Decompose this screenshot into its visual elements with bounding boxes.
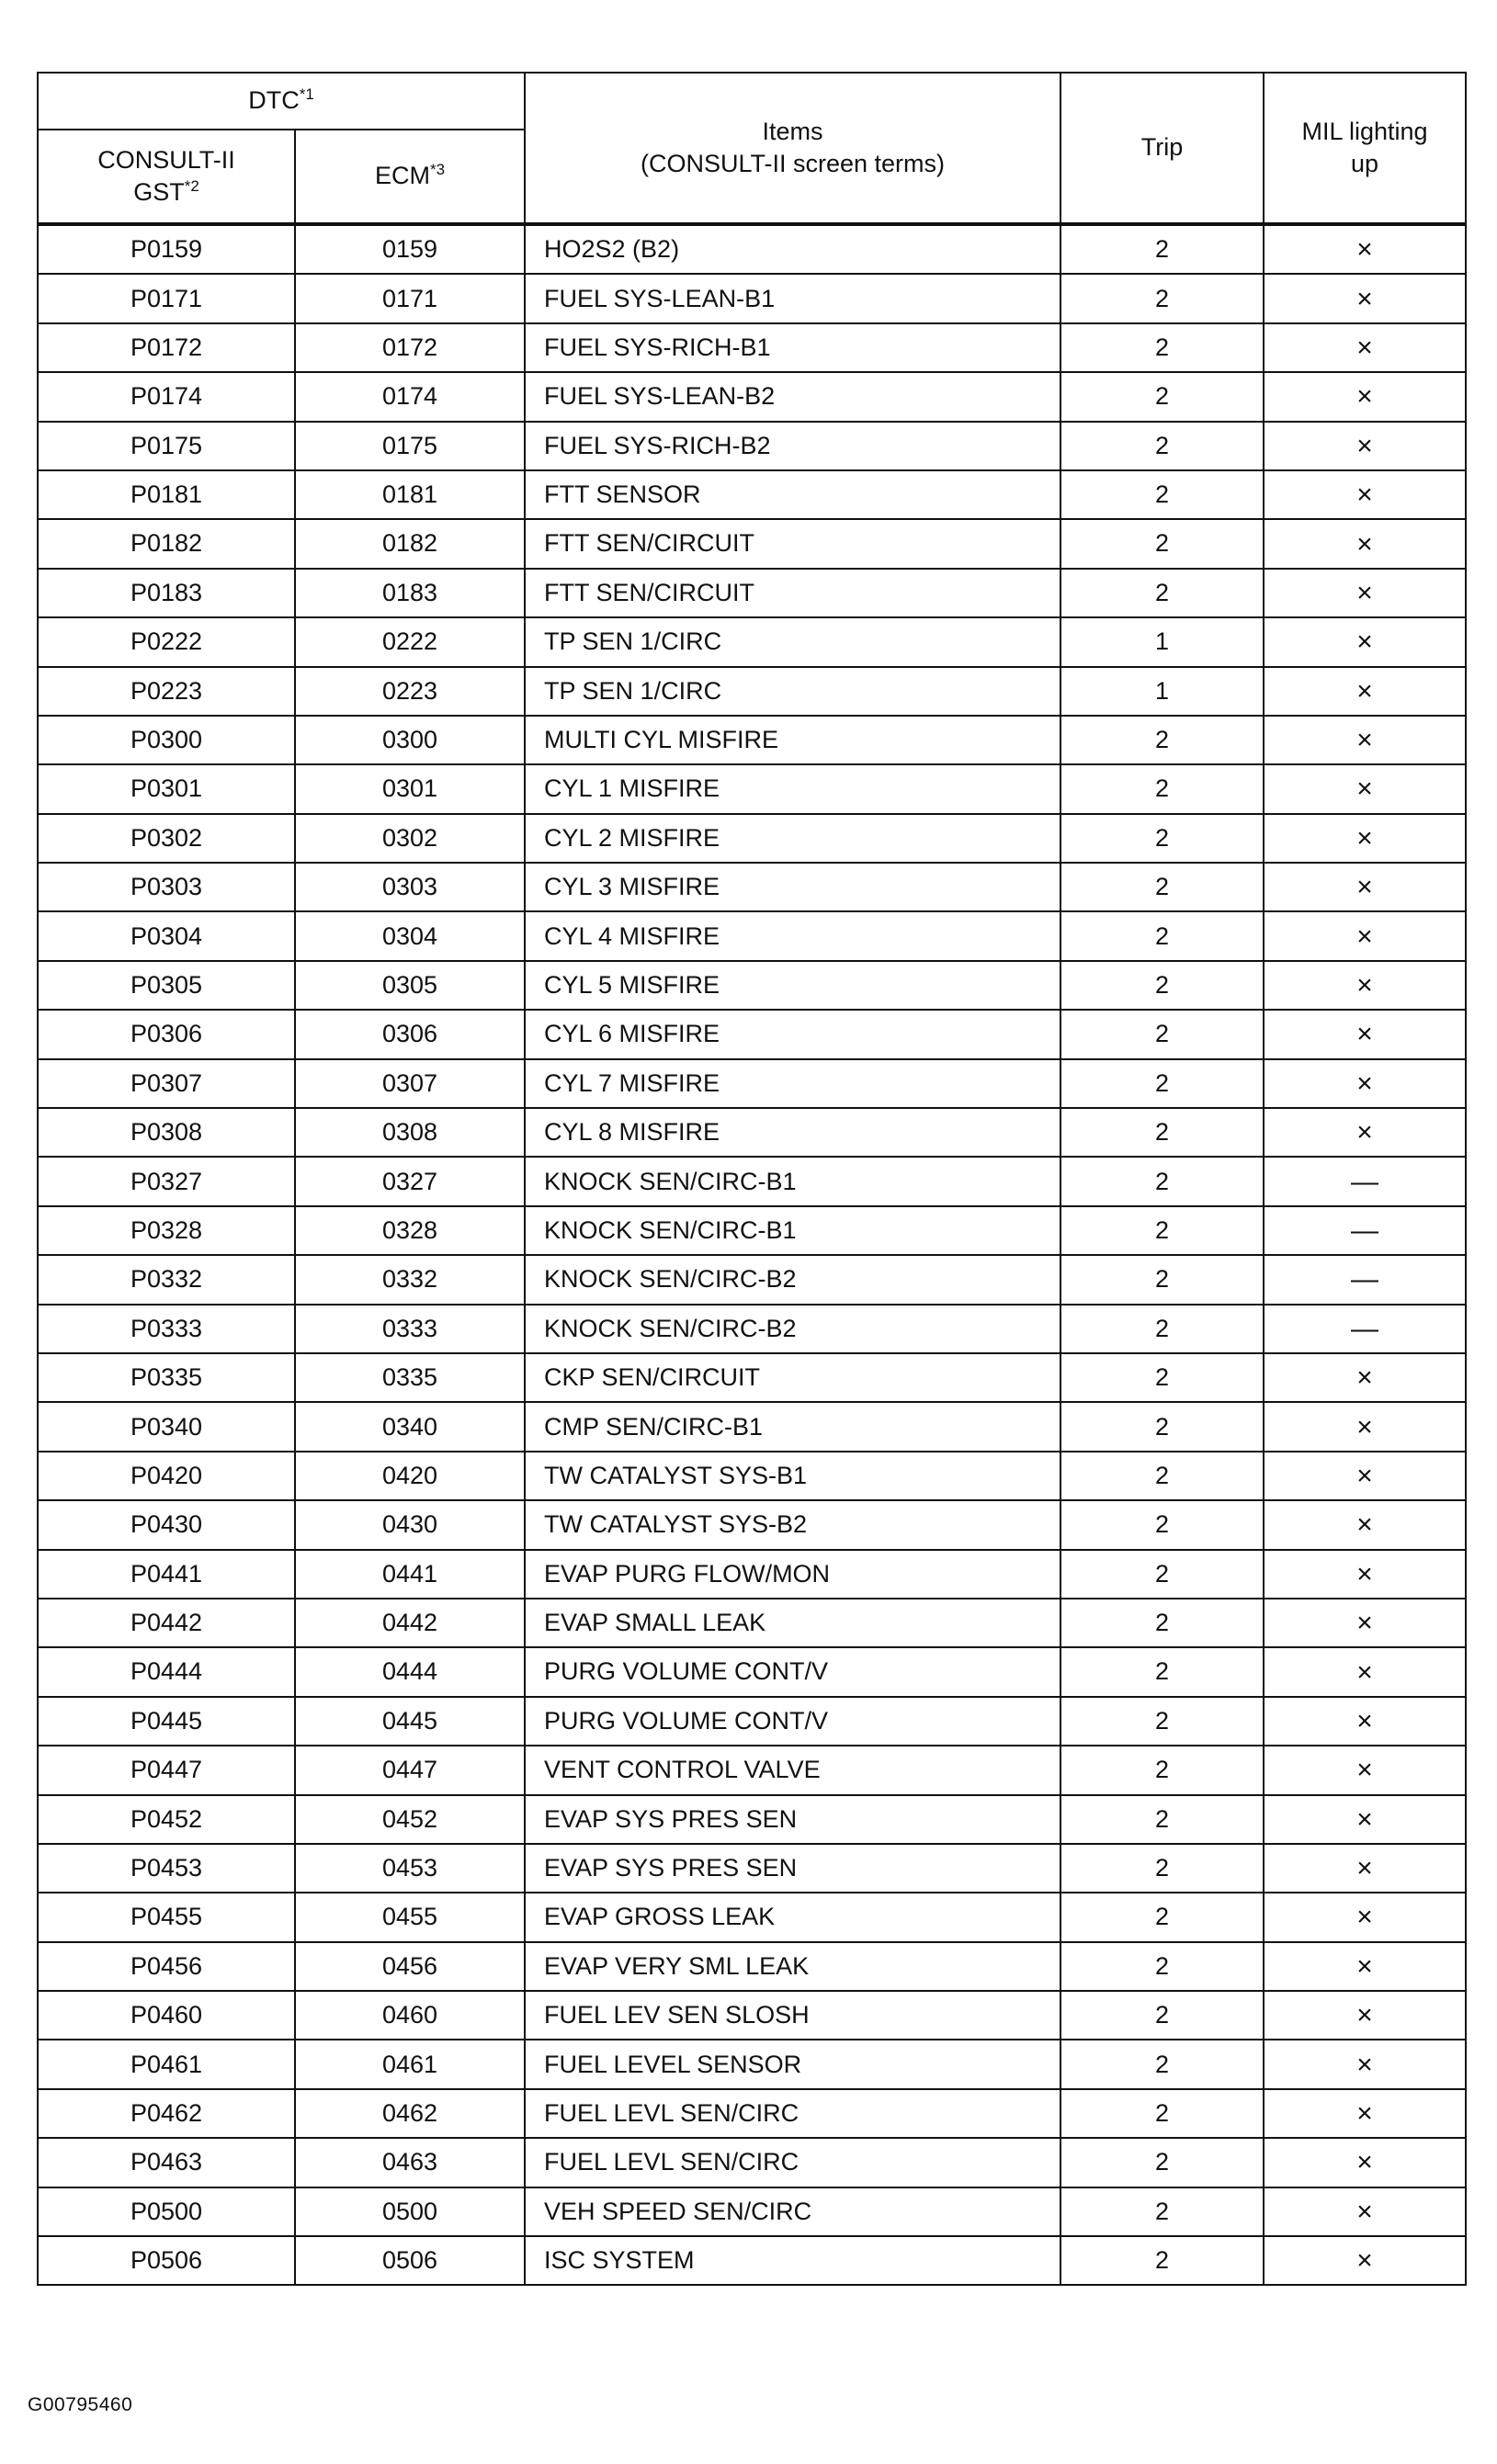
trip-cell: 2 (1060, 1746, 1264, 1794)
ecm-header-footnote: *3 (429, 161, 446, 179)
ecm-code-cell: 0463 (295, 2138, 525, 2187)
item-cell: CYL 8 MISFIRE (525, 1108, 1060, 1157)
trip-cell: 2 (1060, 1500, 1264, 1549)
trip-cell: 2 (1060, 1059, 1264, 1108)
mil-cell: × (1264, 716, 1466, 764)
ecm-code-cell: 0300 (295, 716, 525, 764)
ecm-code-cell: 0445 (295, 1697, 525, 1746)
item-cell: CYL 5 MISFIRE (525, 961, 1060, 1010)
ecm-code-cell: 0444 (295, 1647, 525, 1696)
mil-cell: — (1264, 1255, 1466, 1304)
item-cell: CYL 6 MISFIRE (525, 1010, 1060, 1058)
consult-code-cell: P0174 (38, 372, 295, 421)
mil-cell: — (1264, 1305, 1466, 1353)
consult-code-cell: P0460 (38, 1991, 295, 2040)
item-cell: FUEL SYS-RICH-B1 (525, 323, 1060, 372)
item-cell: EVAP PURG FLOW/MON (525, 1550, 1060, 1599)
mil-cell: × (1264, 1942, 1466, 1991)
item-cell: CYL 1 MISFIRE (525, 764, 1060, 813)
item-cell: CKP SEN/CIRCUIT (525, 1353, 1060, 1402)
mil-cell: × (1264, 863, 1466, 911)
mil-cell: × (1264, 470, 1466, 519)
table-row (38, 617, 1466, 666)
table-row (38, 470, 1466, 519)
trip-cell: 2 (1060, 1157, 1264, 1205)
trip-cell: 2 (1060, 1991, 1264, 2040)
mil-header (1264, 73, 1466, 224)
trip-cell: 2 (1060, 1452, 1264, 1500)
consult-code-cell: P0222 (38, 617, 295, 666)
mil-cell: × (1264, 1452, 1466, 1500)
item-cell: FTT SEN/CIRCUIT (525, 519, 1060, 568)
dtc-table (37, 72, 1467, 2286)
dtc-header-footnote: *1 (299, 85, 314, 104)
table-row (38, 2040, 1466, 2088)
table-row (38, 274, 1466, 322)
ecm-code-cell: 0302 (295, 814, 525, 863)
trip-cell: 2 (1060, 569, 1264, 617)
trip-cell: 2 (1060, 1844, 1264, 1893)
trip-cell: 2 (1060, 1206, 1264, 1255)
ecm-code-cell: 0222 (295, 617, 525, 666)
mil-cell: × (1264, 323, 1466, 372)
table-row (38, 1157, 1466, 1205)
trip-cell: 2 (1060, 1697, 1264, 1746)
items-header-line1: Items (762, 117, 823, 145)
ecm-code-cell: 0174 (295, 372, 525, 421)
table-row (38, 519, 1466, 568)
mil-cell: × (1264, 1599, 1466, 1647)
trip-cell: 2 (1060, 2187, 1264, 2236)
table-row (38, 1550, 1466, 1599)
trip-cell: 2 (1060, 1353, 1264, 1402)
mil-cell: × (1264, 224, 1466, 274)
mil-cell: × (1264, 2187, 1466, 2236)
table-row (38, 569, 1466, 617)
mil-cell: × (1264, 1991, 1466, 2040)
consult-code-cell: P0335 (38, 1353, 295, 1402)
item-cell: MULTI CYL MISFIRE (525, 716, 1060, 764)
table-row (38, 814, 1466, 863)
item-cell: KNOCK SEN/CIRC-B1 (525, 1157, 1060, 1205)
mil-cell: × (1264, 1010, 1466, 1058)
consult-code-cell: P0308 (38, 1108, 295, 1157)
item-cell: CMP SEN/CIRC-B1 (525, 1402, 1060, 1451)
table-row (38, 1402, 1466, 1451)
trip-cell: 2 (1060, 2040, 1264, 2088)
trip-cell: 2 (1060, 1402, 1264, 1451)
consult-code-cell: P0175 (38, 422, 295, 470)
table-row (38, 2089, 1466, 2138)
ecm-code-cell: 0305 (295, 961, 525, 1010)
ecm-code-cell: 0303 (295, 863, 525, 911)
mil-cell: × (1264, 2138, 1466, 2187)
consult-code-cell: P0300 (38, 716, 295, 764)
table-row (38, 2187, 1466, 2236)
consult-code-cell: P0455 (38, 1893, 295, 1941)
item-cell: EVAP SMALL LEAK (525, 1599, 1060, 1647)
consult-code-cell: P0463 (38, 2138, 295, 2187)
table-row (38, 667, 1466, 716)
mil-cell: × (1264, 1697, 1466, 1746)
mil-cell: × (1264, 569, 1466, 617)
table-row (38, 2138, 1466, 2187)
item-cell: PURG VOLUME CONT/V (525, 1697, 1060, 1746)
items-header (525, 73, 1060, 224)
item-cell: FUEL SYS-RICH-B2 (525, 422, 1060, 470)
consult-code-cell: P0171 (38, 274, 295, 322)
item-cell: KNOCK SEN/CIRC-B2 (525, 1255, 1060, 1304)
ecm-header-label: ECM (374, 162, 430, 190)
consult-code-cell: P0327 (38, 1157, 295, 1205)
ecm-code-cell: 0452 (295, 1795, 525, 1844)
table-row (38, 1795, 1466, 1844)
consult-header-line2 (39, 176, 294, 209)
item-cell: FUEL LEVEL SENSOR (525, 2040, 1060, 2088)
trip-cell: 2 (1060, 716, 1264, 764)
mil-cell: × (1264, 274, 1466, 322)
table-row (38, 961, 1466, 1010)
consult-code-cell: P0442 (38, 1599, 295, 1647)
mil-cell: × (1264, 2089, 1466, 2138)
ecm-code-cell: 0500 (295, 2187, 525, 2236)
trip-cell: 2 (1060, 863, 1264, 911)
consult-code-cell: P0340 (38, 1402, 295, 1451)
trip-cell: 2 (1060, 1255, 1264, 1304)
item-cell: CYL 4 MISFIRE (525, 911, 1060, 960)
ecm-code-cell: 0442 (295, 1599, 525, 1647)
mil-header-line1: MIL lighting (1301, 117, 1428, 145)
items-header-line2: (CONSULT-II screen terms) (640, 150, 946, 177)
mil-cell: × (1264, 519, 1466, 568)
consult-code-cell: P0172 (38, 323, 295, 372)
table-row (38, 1108, 1466, 1157)
ecm-code-cell: 0172 (295, 323, 525, 372)
consult-code-cell: P0430 (38, 1500, 295, 1549)
table-row (38, 1746, 1466, 1794)
consult-code-cell: P0333 (38, 1305, 295, 1353)
trip-cell: 1 (1060, 667, 1264, 716)
ecm-code-cell: 0335 (295, 1353, 525, 1402)
mil-cell: × (1264, 617, 1466, 666)
mil-cell: × (1264, 1795, 1466, 1844)
table-row (38, 1206, 1466, 1255)
ecm-code-cell: 0332 (295, 1255, 525, 1304)
mil-cell: × (1264, 422, 1466, 470)
ecm-code-cell: 0327 (295, 1157, 525, 1205)
mil-cell: × (1264, 961, 1466, 1010)
item-cell: ISC SYSTEM (525, 2236, 1060, 2285)
mil-header-line2: up (1350, 150, 1379, 177)
consult-header-line1: CONSULT-II (97, 145, 235, 174)
table-row (38, 323, 1466, 372)
mil-cell: × (1264, 1353, 1466, 1402)
item-cell: EVAP GROSS LEAK (525, 1893, 1060, 1941)
consult-code-cell: P0223 (38, 667, 295, 716)
mil-cell: × (1264, 372, 1466, 421)
consult-code-cell: P0305 (38, 961, 295, 1010)
item-cell: TP SEN 1/CIRC (525, 617, 1060, 666)
consult-code-cell: P0452 (38, 1795, 295, 1844)
item-cell: CYL 7 MISFIRE (525, 1059, 1060, 1108)
ecm-code-cell: 0453 (295, 1844, 525, 1893)
consult-code-cell: P0304 (38, 911, 295, 960)
ecm-code-cell: 0175 (295, 422, 525, 470)
trip-cell: 2 (1060, 323, 1264, 372)
trip-cell: 2 (1060, 422, 1264, 470)
table-row (38, 863, 1466, 911)
ecm-code-cell: 0333 (295, 1305, 525, 1353)
consult-code-cell: P0301 (38, 764, 295, 813)
consult-code-cell: P0444 (38, 1647, 295, 1696)
mil-cell: × (1264, 1059, 1466, 1108)
ecm-code-cell: 0441 (295, 1550, 525, 1599)
trip-cell: 2 (1060, 764, 1264, 813)
gst-label: GST (133, 178, 185, 206)
trip-cell: 2 (1060, 1550, 1264, 1599)
ecm-code-cell: 0456 (295, 1942, 525, 1991)
trip-cell: 1 (1060, 617, 1264, 666)
table-row (38, 1452, 1466, 1500)
mil-cell: × (1264, 1893, 1466, 1941)
figure-id: G00795460 (28, 2394, 133, 2415)
item-cell: TW CATALYST SYS-B2 (525, 1500, 1060, 1549)
table-row (38, 224, 1466, 274)
consult-code-cell: P0462 (38, 2089, 295, 2138)
item-cell: FUEL LEVL SEN/CIRC (525, 2138, 1060, 2187)
ecm-code-cell: 0301 (295, 764, 525, 813)
consult-code-cell: P0306 (38, 1010, 295, 1058)
gst-footnote: *2 (184, 177, 199, 195)
trip-cell: 2 (1060, 372, 1264, 421)
ecm-header (295, 130, 525, 224)
mil-cell: × (1264, 1844, 1466, 1893)
mil-cell: × (1264, 667, 1466, 716)
trip-cell: 2 (1060, 911, 1264, 960)
mil-cell: × (1264, 2236, 1466, 2285)
trip-cell: 2 (1060, 1599, 1264, 1647)
table-row (38, 422, 1466, 470)
table-row (38, 1059, 1466, 1108)
table-row (38, 372, 1466, 421)
ecm-code-cell: 0340 (295, 1402, 525, 1451)
ecm-code-cell: 0308 (295, 1108, 525, 1157)
ecm-code-cell: 0181 (295, 470, 525, 519)
ecm-code-cell: 0159 (295, 224, 525, 274)
item-cell: HO2S2 (B2) (525, 224, 1060, 274)
table-row (38, 1893, 1466, 1941)
mil-cell: × (1264, 1746, 1466, 1794)
trip-cell: 2 (1060, 814, 1264, 863)
item-cell: CYL 3 MISFIRE (525, 863, 1060, 911)
trip-cell: 2 (1060, 2089, 1264, 2138)
item-cell: VENT CONTROL VALVE (525, 1746, 1060, 1794)
item-cell: FUEL SYS-LEAN-B2 (525, 372, 1060, 421)
consult-code-cell: P0445 (38, 1697, 295, 1746)
dtc-header-label: DTC (248, 86, 300, 115)
ecm-code-cell: 0306 (295, 1010, 525, 1058)
ecm-code-cell: 0328 (295, 1206, 525, 1255)
consult-code-cell: P0182 (38, 519, 295, 568)
consult-code-cell: P0506 (38, 2236, 295, 2285)
table-row (38, 716, 1466, 764)
consult-code-cell: P0181 (38, 470, 295, 519)
table-row (38, 1353, 1466, 1402)
item-cell: VEH SPEED SEN/CIRC (525, 2187, 1060, 2236)
mil-cell: × (1264, 1108, 1466, 1157)
table-row (38, 1697, 1466, 1746)
table-row (38, 764, 1466, 813)
ecm-code-cell: 0223 (295, 667, 525, 716)
consult-code-cell: P0441 (38, 1550, 295, 1599)
item-cell: FTT SENSOR (525, 470, 1060, 519)
ecm-code-cell: 0304 (295, 911, 525, 960)
trip-cell: 2 (1060, 961, 1264, 1010)
item-cell: TW CATALYST SYS-B1 (525, 1452, 1060, 1500)
table-row (38, 1844, 1466, 1893)
dtc-header (38, 73, 525, 130)
ecm-code-cell: 0455 (295, 1893, 525, 1941)
item-cell: EVAP SYS PRES SEN (525, 1844, 1060, 1893)
table-row (38, 1942, 1466, 1991)
consult-code-cell: P0183 (38, 569, 295, 617)
item-cell: PURG VOLUME CONT/V (525, 1647, 1060, 1696)
trip-cell: 2 (1060, 2138, 1264, 2187)
item-cell: KNOCK SEN/CIRC-B1 (525, 1206, 1060, 1255)
consult-code-cell: P0303 (38, 863, 295, 911)
table-body (38, 224, 1466, 2285)
item-cell: EVAP VERY SML LEAK (525, 1942, 1060, 1991)
trip-cell: 2 (1060, 224, 1264, 274)
ecm-code-cell: 0182 (295, 519, 525, 568)
consult-code-cell: P0500 (38, 2187, 295, 2236)
trip-cell: 2 (1060, 1795, 1264, 1844)
table-row (38, 1599, 1466, 1647)
item-cell: FUEL LEVL SEN/CIRC (525, 2089, 1060, 2138)
consult-code-cell: P0420 (38, 1452, 295, 1500)
ecm-code-cell: 0171 (295, 274, 525, 322)
mil-cell: × (1264, 764, 1466, 813)
trip-cell: 2 (1060, 1305, 1264, 1353)
trip-cell: 2 (1060, 1647, 1264, 1696)
mil-cell: — (1264, 1157, 1466, 1205)
trip-cell: 2 (1060, 1893, 1264, 1941)
ecm-code-cell: 0183 (295, 569, 525, 617)
mil-cell: × (1264, 1500, 1466, 1549)
item-cell: KNOCK SEN/CIRC-B2 (525, 1305, 1060, 1353)
trip-header: Trip (1060, 73, 1264, 224)
trip-cell: 2 (1060, 274, 1264, 322)
mil-cell: × (1264, 814, 1466, 863)
trip-cell: 2 (1060, 2236, 1264, 2285)
table-row (38, 1647, 1466, 1696)
mil-cell: × (1264, 911, 1466, 960)
ecm-code-cell: 0462 (295, 2089, 525, 2138)
consult-code-cell: P0159 (38, 224, 295, 274)
item-cell: CYL 2 MISFIRE (525, 814, 1060, 863)
ecm-code-cell: 0460 (295, 1991, 525, 2040)
table-row (38, 1010, 1466, 1058)
mil-cell: × (1264, 2040, 1466, 2088)
mil-cell: × (1264, 1402, 1466, 1451)
item-cell: FUEL SYS-LEAN-B1 (525, 274, 1060, 322)
trip-cell: 2 (1060, 519, 1264, 568)
ecm-code-cell: 0430 (295, 1500, 525, 1549)
trip-cell: 2 (1060, 1942, 1264, 1991)
ecm-code-cell: 0307 (295, 1059, 525, 1108)
table-row (38, 911, 1466, 960)
ecm-code-cell: 0506 (295, 2236, 525, 2285)
consult-code-cell: P0456 (38, 1942, 295, 1991)
table-row (38, 1305, 1466, 1353)
consult-code-cell: P0328 (38, 1206, 295, 1255)
item-cell: TP SEN 1/CIRC (525, 667, 1060, 716)
consult-code-cell: P0453 (38, 1844, 295, 1893)
ecm-code-cell: 0420 (295, 1452, 525, 1500)
consult-code-cell: P0447 (38, 1746, 295, 1794)
item-cell: EVAP SYS PRES SEN (525, 1795, 1060, 1844)
consult-code-cell: P0332 (38, 1255, 295, 1304)
mil-cell: × (1264, 1647, 1466, 1696)
consult-code-cell: P0302 (38, 814, 295, 863)
consult-code-cell: P0461 (38, 2040, 295, 2088)
mil-cell: × (1264, 1550, 1466, 1599)
consult-code-cell: P0307 (38, 1059, 295, 1108)
trip-cell: 2 (1060, 470, 1264, 519)
item-cell: FUEL LEV SEN SLOSH (525, 1991, 1060, 2040)
trip-cell: 2 (1060, 1108, 1264, 1157)
consult-header (38, 130, 295, 224)
table-header (38, 73, 1466, 224)
trip-cell: 2 (1060, 1010, 1264, 1058)
table-row (38, 2236, 1466, 2285)
table-row (38, 1991, 1466, 2040)
ecm-code-cell: 0461 (295, 2040, 525, 2088)
ecm-code-cell: 0447 (295, 1746, 525, 1794)
mil-cell: — (1264, 1206, 1466, 1255)
item-cell: FTT SEN/CIRCUIT (525, 569, 1060, 617)
table-row (38, 1500, 1466, 1549)
table-row (38, 1255, 1466, 1304)
